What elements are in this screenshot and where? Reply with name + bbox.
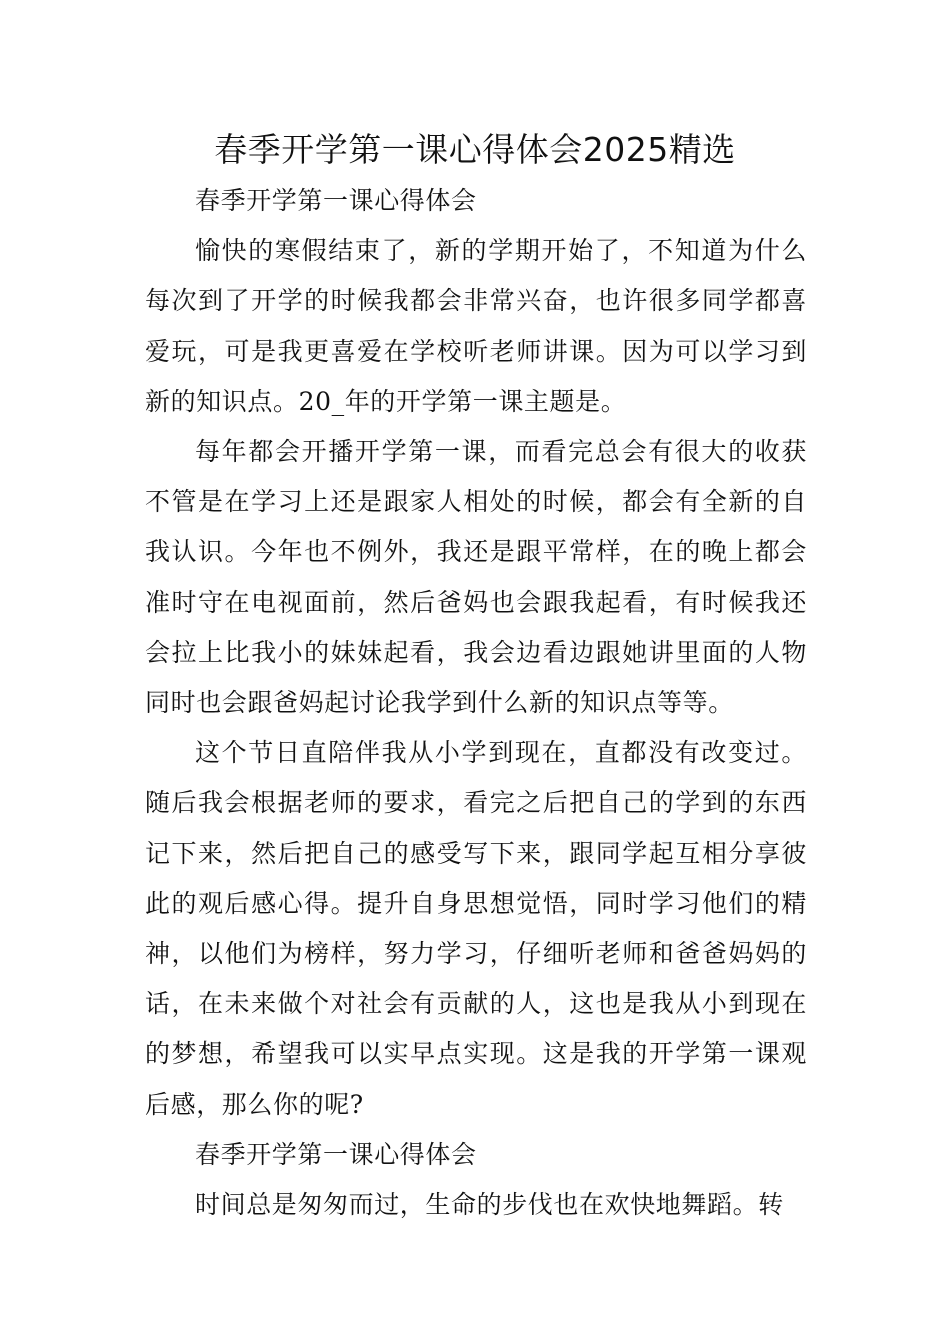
document-body: [145, 176, 807, 1230]
section-heading: 春季开学第一课心得体会: [195, 186, 477, 215]
paragraph: 时间总是匆匆而过，生命的步伐也在欢快地舞蹈。转: [195, 1190, 784, 1220]
paragraph: 这个节日直陪伴我从小学到现在，直都没有改变过。随后我会根据老师的要求，看完之后把自己的学到的东西记下来，然后把自己的感受写下来，跟同学起互相分享彼此的观后感心得。提升自身思想觉悟，同时学习他们的精神，以他们为榜样，努力学习，仔细听老师和爸爸妈妈的话，在未来做个对社会有贡献的人，这也是我从小到现在的梦想，希望我可以实早点实现。这是我的开学第一课观后感，那么你的呢?: [145, 738, 807, 1119]
section-heading: 春季开学第一课心得体会: [195, 1139, 477, 1169]
document-title: 春季开学第一课心得体会2025精选: [214, 130, 736, 169]
paragraph: 愉快的寒假结束了，新的学期开始了，不知道为什么每次到了开学的时候我都会非常兴奋，也许很多同学都喜爱玩，可是我更喜爱在学校听老师讲课。因为可以学习到新的知识点。20_年的开学第一课主题是。: [145, 236, 807, 416]
paragraph: 每年都会开播开学第一课，而看完总会有很大的收获不管是在学习上还是跟家人相处的时候，都会有全新的自我认识。今年也不例外，我还是跟平常样，在的晚上都会准时守在电视面前，然后爸妈也会跟我起看，有时候我还会拉上比我小的妹妹起看，我会边看边跟她讲里面的人物同时也会跟爸妈起讨论我学到什么新的知识点等等。: [145, 437, 807, 718]
